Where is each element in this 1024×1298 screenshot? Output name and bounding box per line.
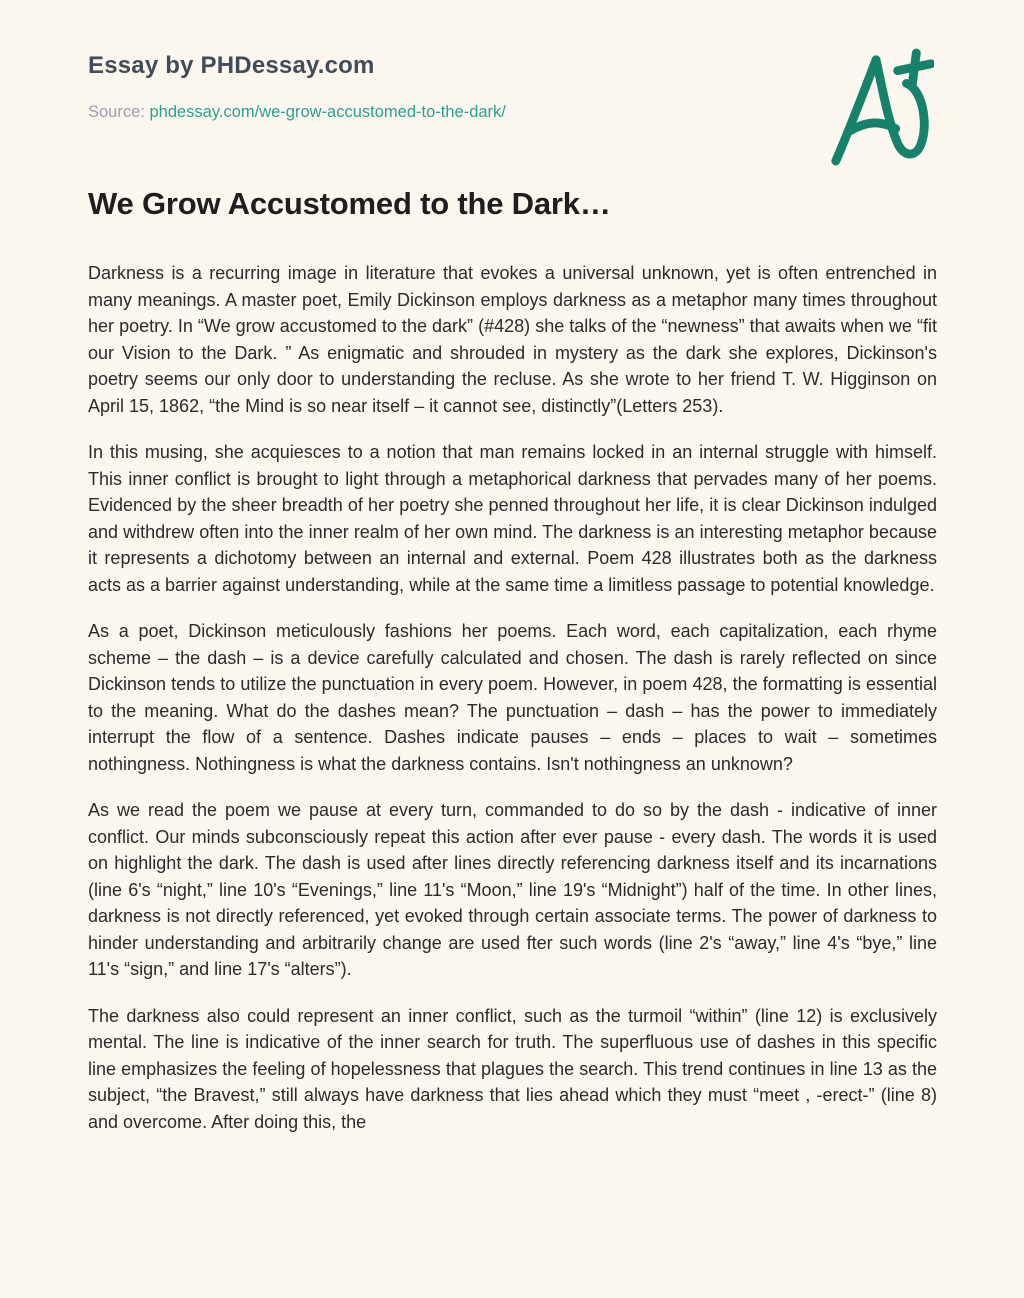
essay-paragraph: As a poet, Dickinson meticulously fashions her poems. Each word, each capitalization, each rhyme scheme – the dash – is a device carefully calculated and chosen. The dash is rarely reflected on since Dickinson tends to utilize the punctuation in every poem. However, in poem 428, the formatting is essential to the meaning. What do the dashes mean? The punctuation – dash – has the power to immediately interrupt the flow of a sentence. Dashes indicate pauses – ends – places to wait – sometimes nothingness. Nothingness is what the darkness contains. Isn't nothingness an unknown? xyxy=(88,621,937,774)
essay-paragraph: As we read the poem we pause at every turn, commanded to do so by the dash - indicative of inner conflict. Our minds subconsciously repeat this action after ever pause - every dash. The words it is used on highlight the dark. The dash is used after lines directly referencing darkness itself and its incarnations (line 6's “night,” line 10's “Evenings,” line 11's “Moon,” line 19's “Midnight”) half of the time. In other lines, darkness is not directly referenced, yet evoked through certain associate terms. The power of darkness to hinder understanding and arbitrarily change are used fter such words (line 2's “away,” line 4's “bye,” line 11's “sign,” and line 17's “alters”). xyxy=(88,800,937,979)
essay-paragraph: In this musing, she acquiesces to a notion that man remains locked in an internal struggle with himself. This inner conflict is brought to light through a metaphorical darkness that pervades many of her poems. Evidenced by the sheer breadth of her poetry she penned throughout her life, it is clear Dickinson indulged and withdrew often into the inner realm of her own mind. The darkness is an interesting metaphor because it represents a dichotomy between an internal and external. Poem 428 illustrates both as the darkness acts as a barrier against understanding, while at the same time a limitless passage to potential knowledge. xyxy=(88,442,937,595)
essay-body xyxy=(88,260,937,1135)
essay-paragraph: The darkness also could represent an inner conflict, such as the turmoil “within” (line 12) is exclusively mental. The line is indicative of the inner search for truth. The superfluous use of dashes in this specific line emphasizes the feeling of hopelessness that plagues the search. This trend continues in line 13 as the subject, “the Bravest,” still always have darkness that lies ahead which they must “meet , -erect-” (line 8) and overcome. After doing this, the xyxy=(88,1005,937,1132)
page-content xyxy=(88,0,937,1262)
byline: Essay by PHDessay.com xyxy=(88,52,375,79)
essay-paragraph: Darkness is a recurring image in literature that evokes a universal unknown, yet is often entrenched in many meanings. A master poet, Emily Dickinson employs darkness as a metaphor many times throughout her poetry. In “We grow accustomed to the dark” (#428) she talks of the “newness” that awaits when we “fit our Vision to the Dark. ” As enigmatic and shrouded in mystery as the dark she explores, Dickinson's poetry seems our only door to understanding the recluse. As she wrote to her friend T. W. Higginson on April 15, 1862, “the Mind is so near itself – it cannot see, distinctly”(Letters 253). xyxy=(88,263,937,416)
source-row xyxy=(88,103,937,122)
page-title: We Grow Accustomed to the Dark… xyxy=(88,186,611,221)
source-label: Source: xyxy=(88,103,145,121)
source-link[interactable]: phdessay.com/we-grow-accustomed-to-the-dark/ xyxy=(149,103,506,121)
